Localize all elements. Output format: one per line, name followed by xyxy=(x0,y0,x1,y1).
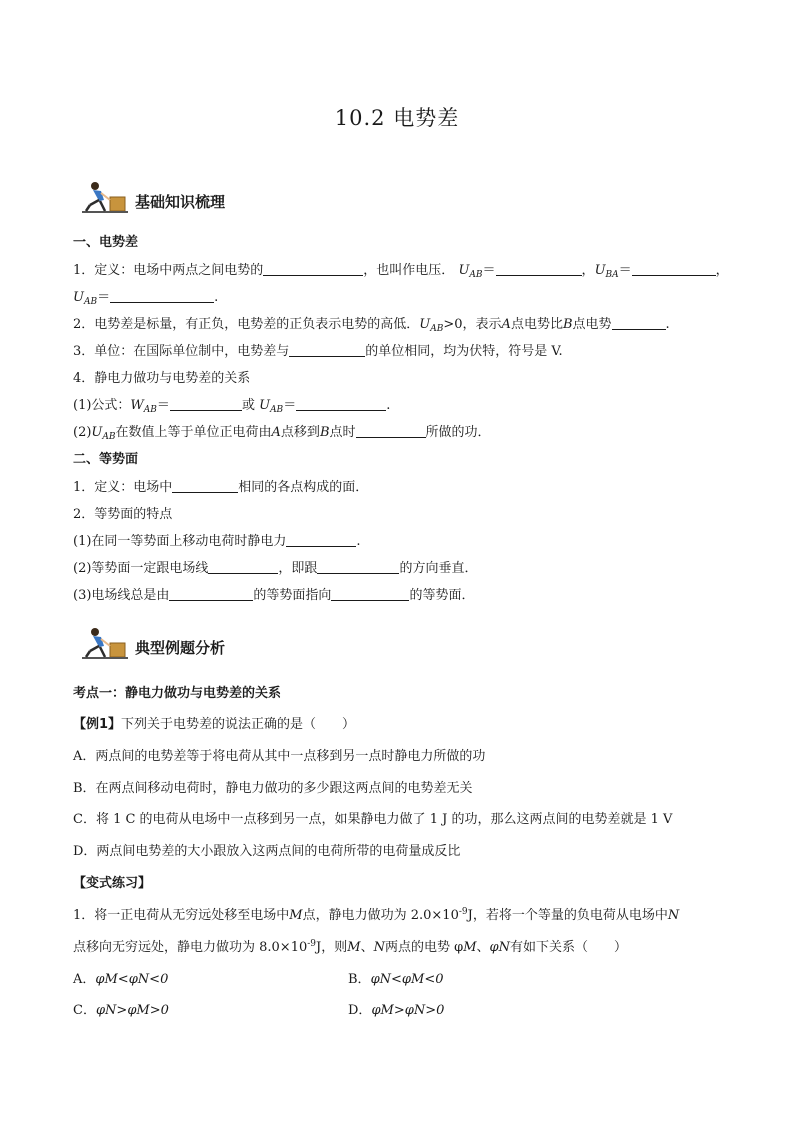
relation-title: 4．静电力做功与电势差的关系 xyxy=(73,371,251,386)
choice-a: A．φM<φN<0 xyxy=(73,972,169,987)
option-d: D．两点间电势差的大小跟放入这两点间的电荷所带的电荷量成反比 xyxy=(73,844,461,859)
practice-tag: 【变式练习】 xyxy=(73,876,152,891)
choice-c: C．φN>φM>0 xyxy=(73,1003,169,1018)
blank[interactable] xyxy=(331,587,409,601)
blank[interactable] xyxy=(317,560,399,574)
choice-d: D．φM>φN>0 xyxy=(348,1003,445,1018)
option-b: B．在两点间移动电荷时，静电力做功的多少跟这两点间的电势差无关 xyxy=(73,781,473,796)
blank[interactable] xyxy=(110,289,214,303)
example-1-question: 【例1】下列关于电势差的说法正确的是（ ） xyxy=(73,717,356,732)
kaodian-title: 考点一：静电力做功与电势差的关系 xyxy=(73,686,282,701)
value-line: $(2)U_{AB}$在数值上等于单位正电荷由A点移到B点时 所做的功． xyxy=(73,425,491,442)
blank[interactable] xyxy=(632,262,716,276)
part1-title: 一、电势差 xyxy=(73,235,139,250)
blank[interactable] xyxy=(356,424,426,438)
blank[interactable] xyxy=(208,560,278,574)
equipotential-definition: 1．定义：电场中 相同的各点构成的面． xyxy=(73,480,369,495)
definition-line-2: $U_{AB}=$ . xyxy=(73,290,219,307)
option-c: C．将 1 C 的电荷从电场中一点移到另一点，如果静电力做了 1 J 的功，那么这两点间的电势差就是 1 V xyxy=(73,812,673,827)
section-header-basics xyxy=(80,180,380,220)
blank[interactable] xyxy=(169,587,253,601)
person-pushing-box-icon xyxy=(80,180,130,220)
choice-b: B．φN<φM<0 xyxy=(348,972,444,987)
blank[interactable] xyxy=(289,343,365,357)
blank[interactable] xyxy=(263,262,363,276)
blank[interactable] xyxy=(286,533,356,547)
blank[interactable] xyxy=(170,397,242,411)
feature-title: 2．等势面的特点 xyxy=(73,507,173,522)
unit-line: 3．单位：在国际单位制中，电势差与 的单位相同，均为伏特，符号是 V. xyxy=(73,344,563,359)
blank[interactable] xyxy=(612,316,666,330)
scalar-line: 2．电势差是标量，有正负，电势差的正负表示电势的高低．$U_{AB}>0$，表示A点电势比B点电势 . xyxy=(73,317,670,334)
section-heading-examples: 典型例题分析 xyxy=(135,639,226,657)
feature-2: (2)等势面一定跟电场线 ，即跟 的方向垂直． xyxy=(73,561,478,576)
feature-1: (1)在同一等势面上移动电荷时静电力 . xyxy=(73,534,361,549)
section-heading-basics: 基础知识梳理 xyxy=(135,193,226,211)
feature-3: (3)电场线总是由 的等势面指向 的等势面． xyxy=(73,588,475,603)
option-a: A．两点间的电势差等于将电荷从其中一点移到另一点时静电力所做的功 xyxy=(73,749,486,764)
page-title: 10.2 电势差 xyxy=(334,106,460,130)
blank[interactable] xyxy=(296,397,386,411)
person-pushing-box-icon xyxy=(80,626,130,666)
example-tag: 【例1】 xyxy=(73,717,122,732)
blank[interactable] xyxy=(496,262,582,276)
part2-title: 二、等势面 xyxy=(73,452,139,467)
practice-q1-line2: 点移向无穷远处，静电力做功为 $8.0\times 10^{-9}J$，则M、N两点的电势 φM、φN有如下关系（ ） xyxy=(73,939,628,955)
definition-line: 1．定义：电场中两点之间电势的 ，也叫作电压． $U_{AB}=$ ，$U_{BA}=$ ， xyxy=(73,263,729,280)
section-header-examples xyxy=(80,626,380,666)
blank[interactable] xyxy=(172,479,238,493)
practice-q1-line1: 1．将一正电荷从无穷远处移至电场中M点，静电力做功为 $2.0\times 10^{-9}J$，若将一个等量的负电荷从电场中N xyxy=(73,907,680,923)
formula-line: (1)公式：$W_{AB}=$ 或 $U_{AB}=$ . xyxy=(73,398,391,415)
